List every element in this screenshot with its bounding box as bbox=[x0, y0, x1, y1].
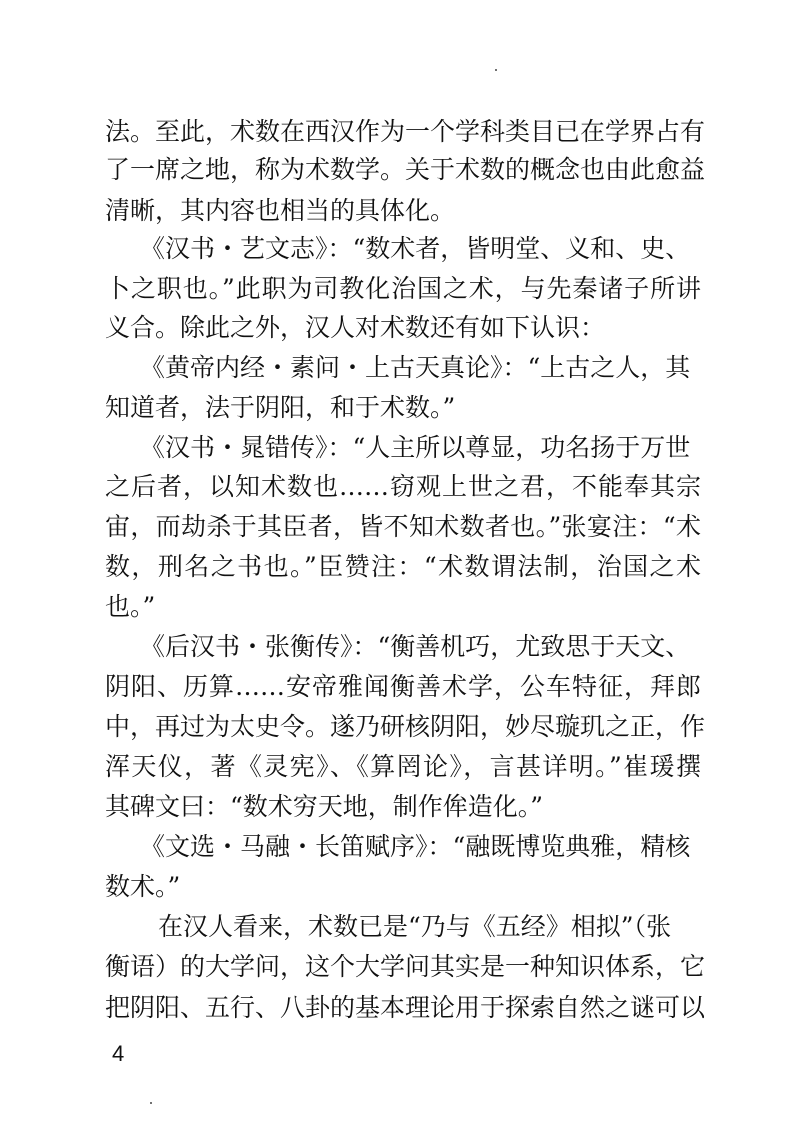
text-line: 知道者，法于阴阳，和于术数。” bbox=[105, 393, 456, 422]
text-line: 中，再过为太史令。遂乃研核阴阳，妙尽璇玑之正，作 bbox=[105, 712, 706, 741]
text-line: 在汉人看来，术数已是“乃与《五经》相拟”（张 bbox=[158, 912, 672, 941]
text-line: 其碑文曰：“数术穷天地，制作侔造化。” bbox=[105, 792, 544, 821]
scan-speck bbox=[495, 69, 497, 71]
text-line: 清晰，其内容也相当的具体化。 bbox=[105, 196, 456, 225]
text-line: 《汉书・晁错传》：“人主所以尊显，功名扬于万世 bbox=[140, 433, 691, 462]
text-line: 《汉书・艺文志》：“数术者，皆明堂、义和、史、 bbox=[140, 234, 691, 263]
text-line: 也。” bbox=[105, 592, 156, 621]
text-line: 把阴阳、五行、八卦的基本理论用于探索自然之谜可以 bbox=[105, 993, 706, 1022]
text-line: 法。至此，术数在西汉作为一个学科类目已在学界占有 bbox=[105, 117, 706, 146]
text-line: 宙，而劫杀于其臣者，皆不知术数者也。”张宴注：“术 bbox=[105, 512, 701, 541]
text-line: 之后者，以知术数也……窃观上世之君，不能奉其宗 bbox=[105, 472, 701, 501]
scan-speck bbox=[150, 1102, 152, 1104]
text-line: 义合。除此之外，汉人对术数还有如下认识： bbox=[105, 313, 606, 342]
page-number: 4 bbox=[112, 1041, 125, 1066]
text-line: 了一席之地，称为术数学。关于术数的概念也由此愈益 bbox=[105, 155, 706, 184]
text-line: 浑天仪，著《灵宪》、《算罔论》，言甚详明。”崔瑗撰 bbox=[105, 752, 701, 781]
text-line: 卜之职也。”此职为司教化治国之术，与先秦诸子所讲 bbox=[105, 274, 701, 303]
text-line: 阴阳、历算……安帝雅闻衡善术学，公车特征，拜郎 bbox=[105, 672, 701, 701]
text-line: 《文选・马融・长笛赋序》：“融既博览典雅，精核 bbox=[140, 832, 691, 861]
text-line: 数，刑名之书也。”臣赞注：“术数谓法制，治国之术 bbox=[105, 552, 701, 581]
text-line: 数术。” bbox=[105, 872, 181, 901]
text-line: 《后汉书・张衡传》：“衡善机巧，尤致思于天文、 bbox=[140, 632, 691, 661]
text-line: 衡语）的大学问，这个大学问其实是一种知识体系，它 bbox=[105, 952, 706, 981]
text-line: 《黄帝内经・素问・上古天真论》：“上古之人，其 bbox=[140, 353, 691, 382]
